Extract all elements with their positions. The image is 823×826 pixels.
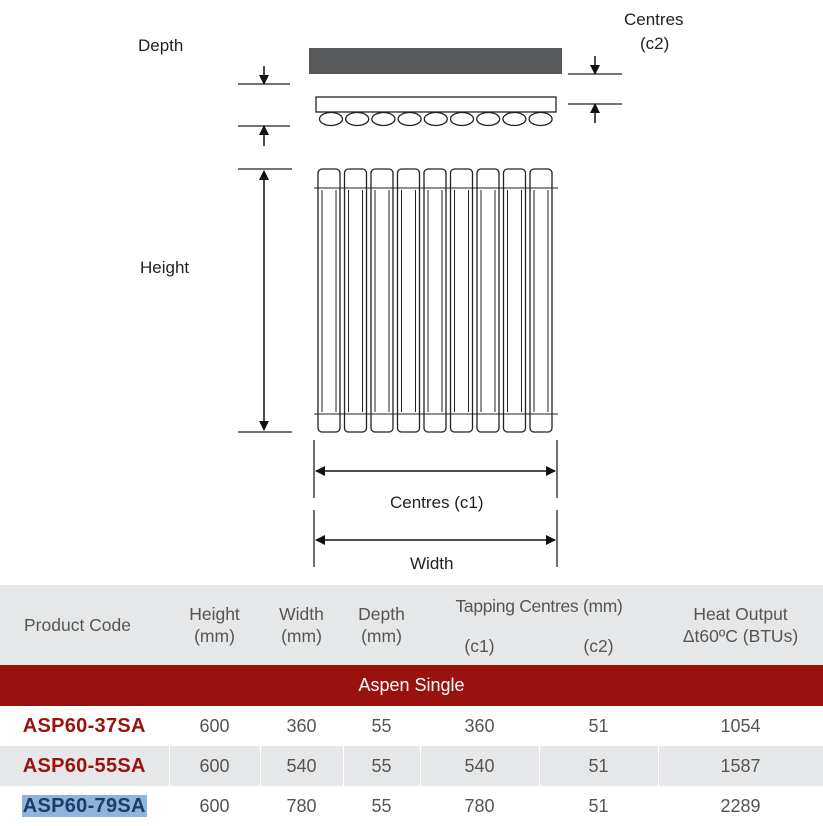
depth-cell: 55	[343, 706, 420, 746]
centres-c2-sublabel: (c2)	[640, 34, 670, 53]
radiator-column	[477, 169, 499, 432]
specification-table	[0, 585, 823, 826]
c2-cell: 51	[539, 746, 658, 786]
table-row	[0, 706, 823, 746]
c1-cell: 540	[420, 746, 539, 786]
header-height: Height (mm)	[169, 585, 260, 665]
table-row	[0, 786, 823, 826]
tube-oval	[398, 113, 421, 126]
width-cell: 360	[260, 706, 343, 746]
height-cell: 600	[169, 746, 260, 786]
header-heat-output: Heat Output Δt60ºC (BTUs)	[658, 585, 823, 665]
radiator-column	[398, 169, 420, 432]
group-title: Aspen Single	[0, 665, 823, 706]
heat-output-cell: 2289	[658, 786, 823, 826]
tube-oval	[529, 113, 552, 126]
table-row	[0, 746, 823, 786]
tube-oval	[424, 113, 447, 126]
depth-label: Depth	[138, 36, 184, 55]
c1-cell: 780	[420, 786, 539, 826]
heat-output-cell: 1587	[658, 746, 823, 786]
radiator-column	[371, 169, 393, 432]
centres-c2-label: Centres	[624, 10, 684, 29]
tube-oval	[346, 113, 369, 126]
group-row	[0, 665, 823, 706]
tube-ovals	[320, 113, 553, 126]
c1-cell: 360	[420, 706, 539, 746]
header-c1: (c1)	[420, 627, 539, 665]
header-width: Width (mm)	[260, 585, 343, 665]
height-cell: 600	[169, 706, 260, 746]
radiator-column	[424, 169, 446, 432]
tube-oval	[477, 113, 500, 126]
radiator-column	[451, 169, 473, 432]
c2-cell: 51	[539, 706, 658, 746]
heat-output-cell: 1054	[658, 706, 823, 746]
radiator-front-view	[314, 169, 558, 432]
radiator-column	[318, 169, 340, 432]
top-view-header-bar	[316, 97, 556, 112]
header-c2: (c2)	[539, 627, 658, 665]
header-depth: Depth (mm)	[343, 585, 420, 665]
product-code-cell	[0, 786, 169, 826]
radiator-column	[504, 169, 526, 432]
product-code-cell: ASP60-37SA	[0, 706, 169, 746]
top-view-bar	[309, 48, 562, 74]
radiator-column	[530, 169, 552, 432]
depth-cell: 55	[343, 786, 420, 826]
tube-oval	[451, 113, 474, 126]
depth-cell: 55	[343, 746, 420, 786]
height-label: Height	[140, 258, 190, 277]
radiator-column	[345, 169, 367, 432]
table-header-row	[0, 585, 823, 627]
header-tapping-centres: Tapping Centres (mm)	[420, 585, 658, 627]
product-code-cell: ASP60-55SA	[0, 746, 169, 786]
tube-oval	[372, 113, 395, 126]
width-cell: 540	[260, 746, 343, 786]
width-cell: 780	[260, 786, 343, 826]
height-cell: 600	[169, 786, 260, 826]
c2-cell: 51	[539, 786, 658, 826]
header-product-code: Product Code	[0, 585, 169, 665]
selected-product-code: ASP60-79SA	[22, 794, 146, 817]
tube-oval	[503, 113, 526, 126]
tube-oval	[320, 113, 343, 126]
width-label: Width	[410, 554, 454, 573]
centres-c1-label: Centres (c1)	[390, 493, 484, 512]
